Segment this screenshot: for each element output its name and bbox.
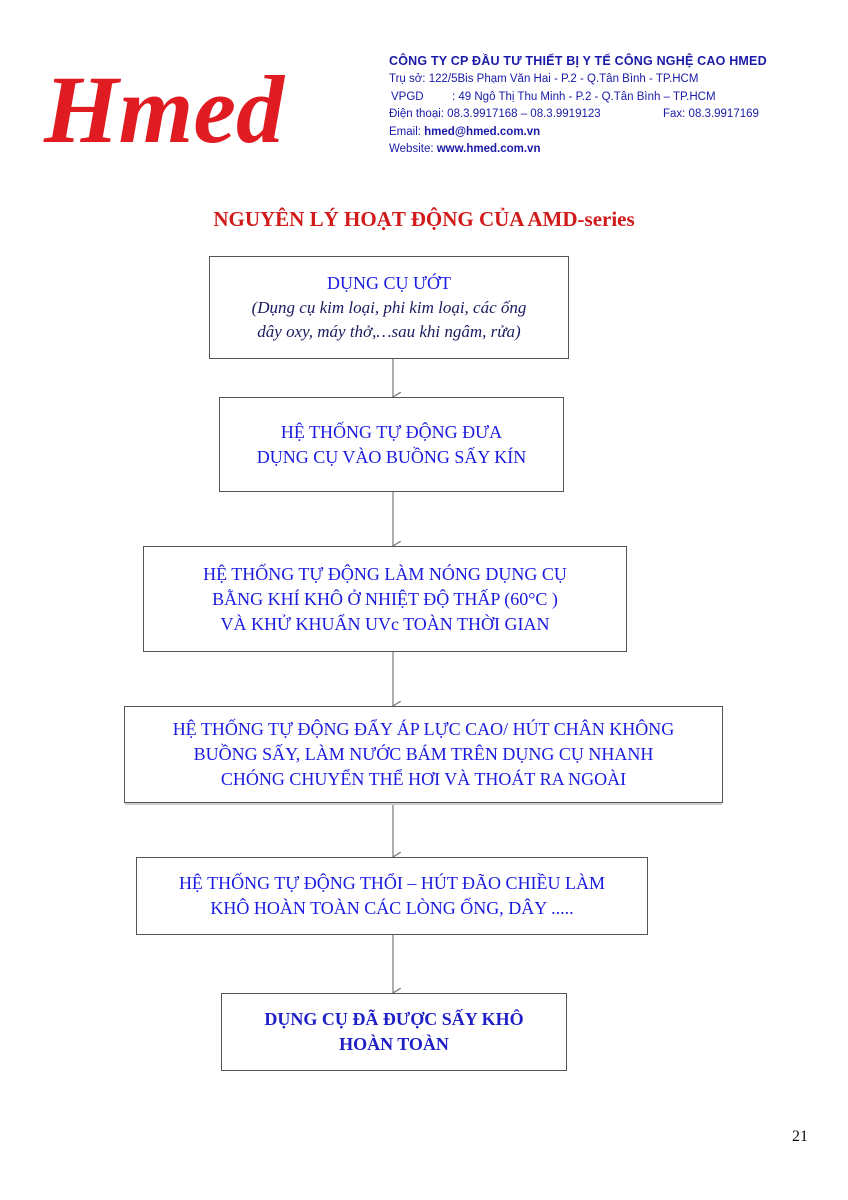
page-number: 21 bbox=[792, 1128, 808, 1145]
diagram-title: NGUYÊN LÝ HOẠT ĐỘNG CỦA AMD-series bbox=[213, 207, 635, 231]
step3-line-3: VÀ KHỬ KHUẨN UVc TOÀN THỜI GIAN bbox=[220, 613, 550, 634]
logo-text: Hmed bbox=[44, 60, 284, 163]
email-address[interactable]: hmed@hmed.com.vn bbox=[424, 125, 541, 138]
company-name: CÔNG TY CP ĐẦU TƯ THIẾT BỊ Y TẾ CÔNG NGHỆ CAO HMED bbox=[389, 54, 767, 68]
step-fully-dried bbox=[221, 993, 567, 1071]
head-office-address: Trụ sở: 122/5Bis Phạm Văn Hai - P.2 - Q.Tân Bình - TP.HCM bbox=[389, 73, 699, 85]
website-link[interactable]: www.hmed.com.vn bbox=[436, 143, 541, 155]
email-label: Email: bbox=[389, 125, 421, 138]
step5-line-2: KHÔ HOÀN TOÀN CÁC LÒNG ỐNG, DÂY ..... bbox=[210, 898, 574, 918]
step4-line-2: BUỒNG SẤY, LÀM NƯỚC BÁM TRÊN DỤNG CỤ NHANH bbox=[193, 744, 654, 764]
step-auto-load bbox=[219, 397, 564, 492]
step-wet-instruments bbox=[209, 256, 569, 359]
step3-line-2: BẰNG KHÍ KHÔ Ở NHIỆT ĐỘ THẤP (60°C ) bbox=[212, 588, 558, 609]
step6-line-1: DỤNG CỤ ĐÃ ĐƯỢC SẤY KHÔ bbox=[264, 1009, 524, 1029]
step1-detail-2: dây oxy, máy thở,…sau khi ngâm, rửa) bbox=[257, 322, 521, 341]
step4-line-1: HỆ THỐNG TỰ ĐỘNG ĐẨY ÁP LỰC CAO/ HÚT CHÂN KHÔNG bbox=[172, 719, 675, 739]
step2-line-2: DỤNG CỤ VÀO BUỒNG SẤY KÍN bbox=[256, 446, 527, 467]
step1-detail-1: (Dụng cụ kim loại, phi kim loại, các ống bbox=[251, 298, 527, 317]
step-pressure-vacuum bbox=[124, 706, 723, 803]
office-label: VPGD bbox=[391, 90, 424, 103]
step2-line-1: HỆ THỐNG TỰ ĐỘNG ĐƯA bbox=[280, 421, 503, 442]
website-label: Website: bbox=[389, 143, 434, 155]
phone-numbers: Điện thoại: 08.3.9917168 – 08.3.9919123 bbox=[389, 108, 601, 120]
step4-line-3: CHÓNG CHUYỂN THỂ HƠI VÀ THOÁT RA NGOÀI bbox=[220, 769, 627, 789]
step5-line-1: HỆ THỐNG TỰ ĐỘNG THỔI – HÚT ĐÃO CHIỀU LÀM bbox=[178, 873, 606, 893]
step3-line-1: HỆ THỐNG TỰ ĐỘNG LÀM NÓNG DỤNG CỤ bbox=[203, 563, 567, 584]
step6-line-2: HOÀN TOÀN bbox=[339, 1034, 449, 1054]
step-auto-heat bbox=[143, 546, 627, 652]
office-address-text: : 49 Ngô Thị Thu Minh - P.2 - Q.Tân Bình – TP.HCM bbox=[452, 90, 716, 103]
step-blow-suction bbox=[136, 857, 648, 935]
step1-heading: DỤNG CỤ ƯỚT bbox=[327, 273, 451, 293]
fax-number: Fax: 08.3.9917169 bbox=[663, 108, 759, 120]
